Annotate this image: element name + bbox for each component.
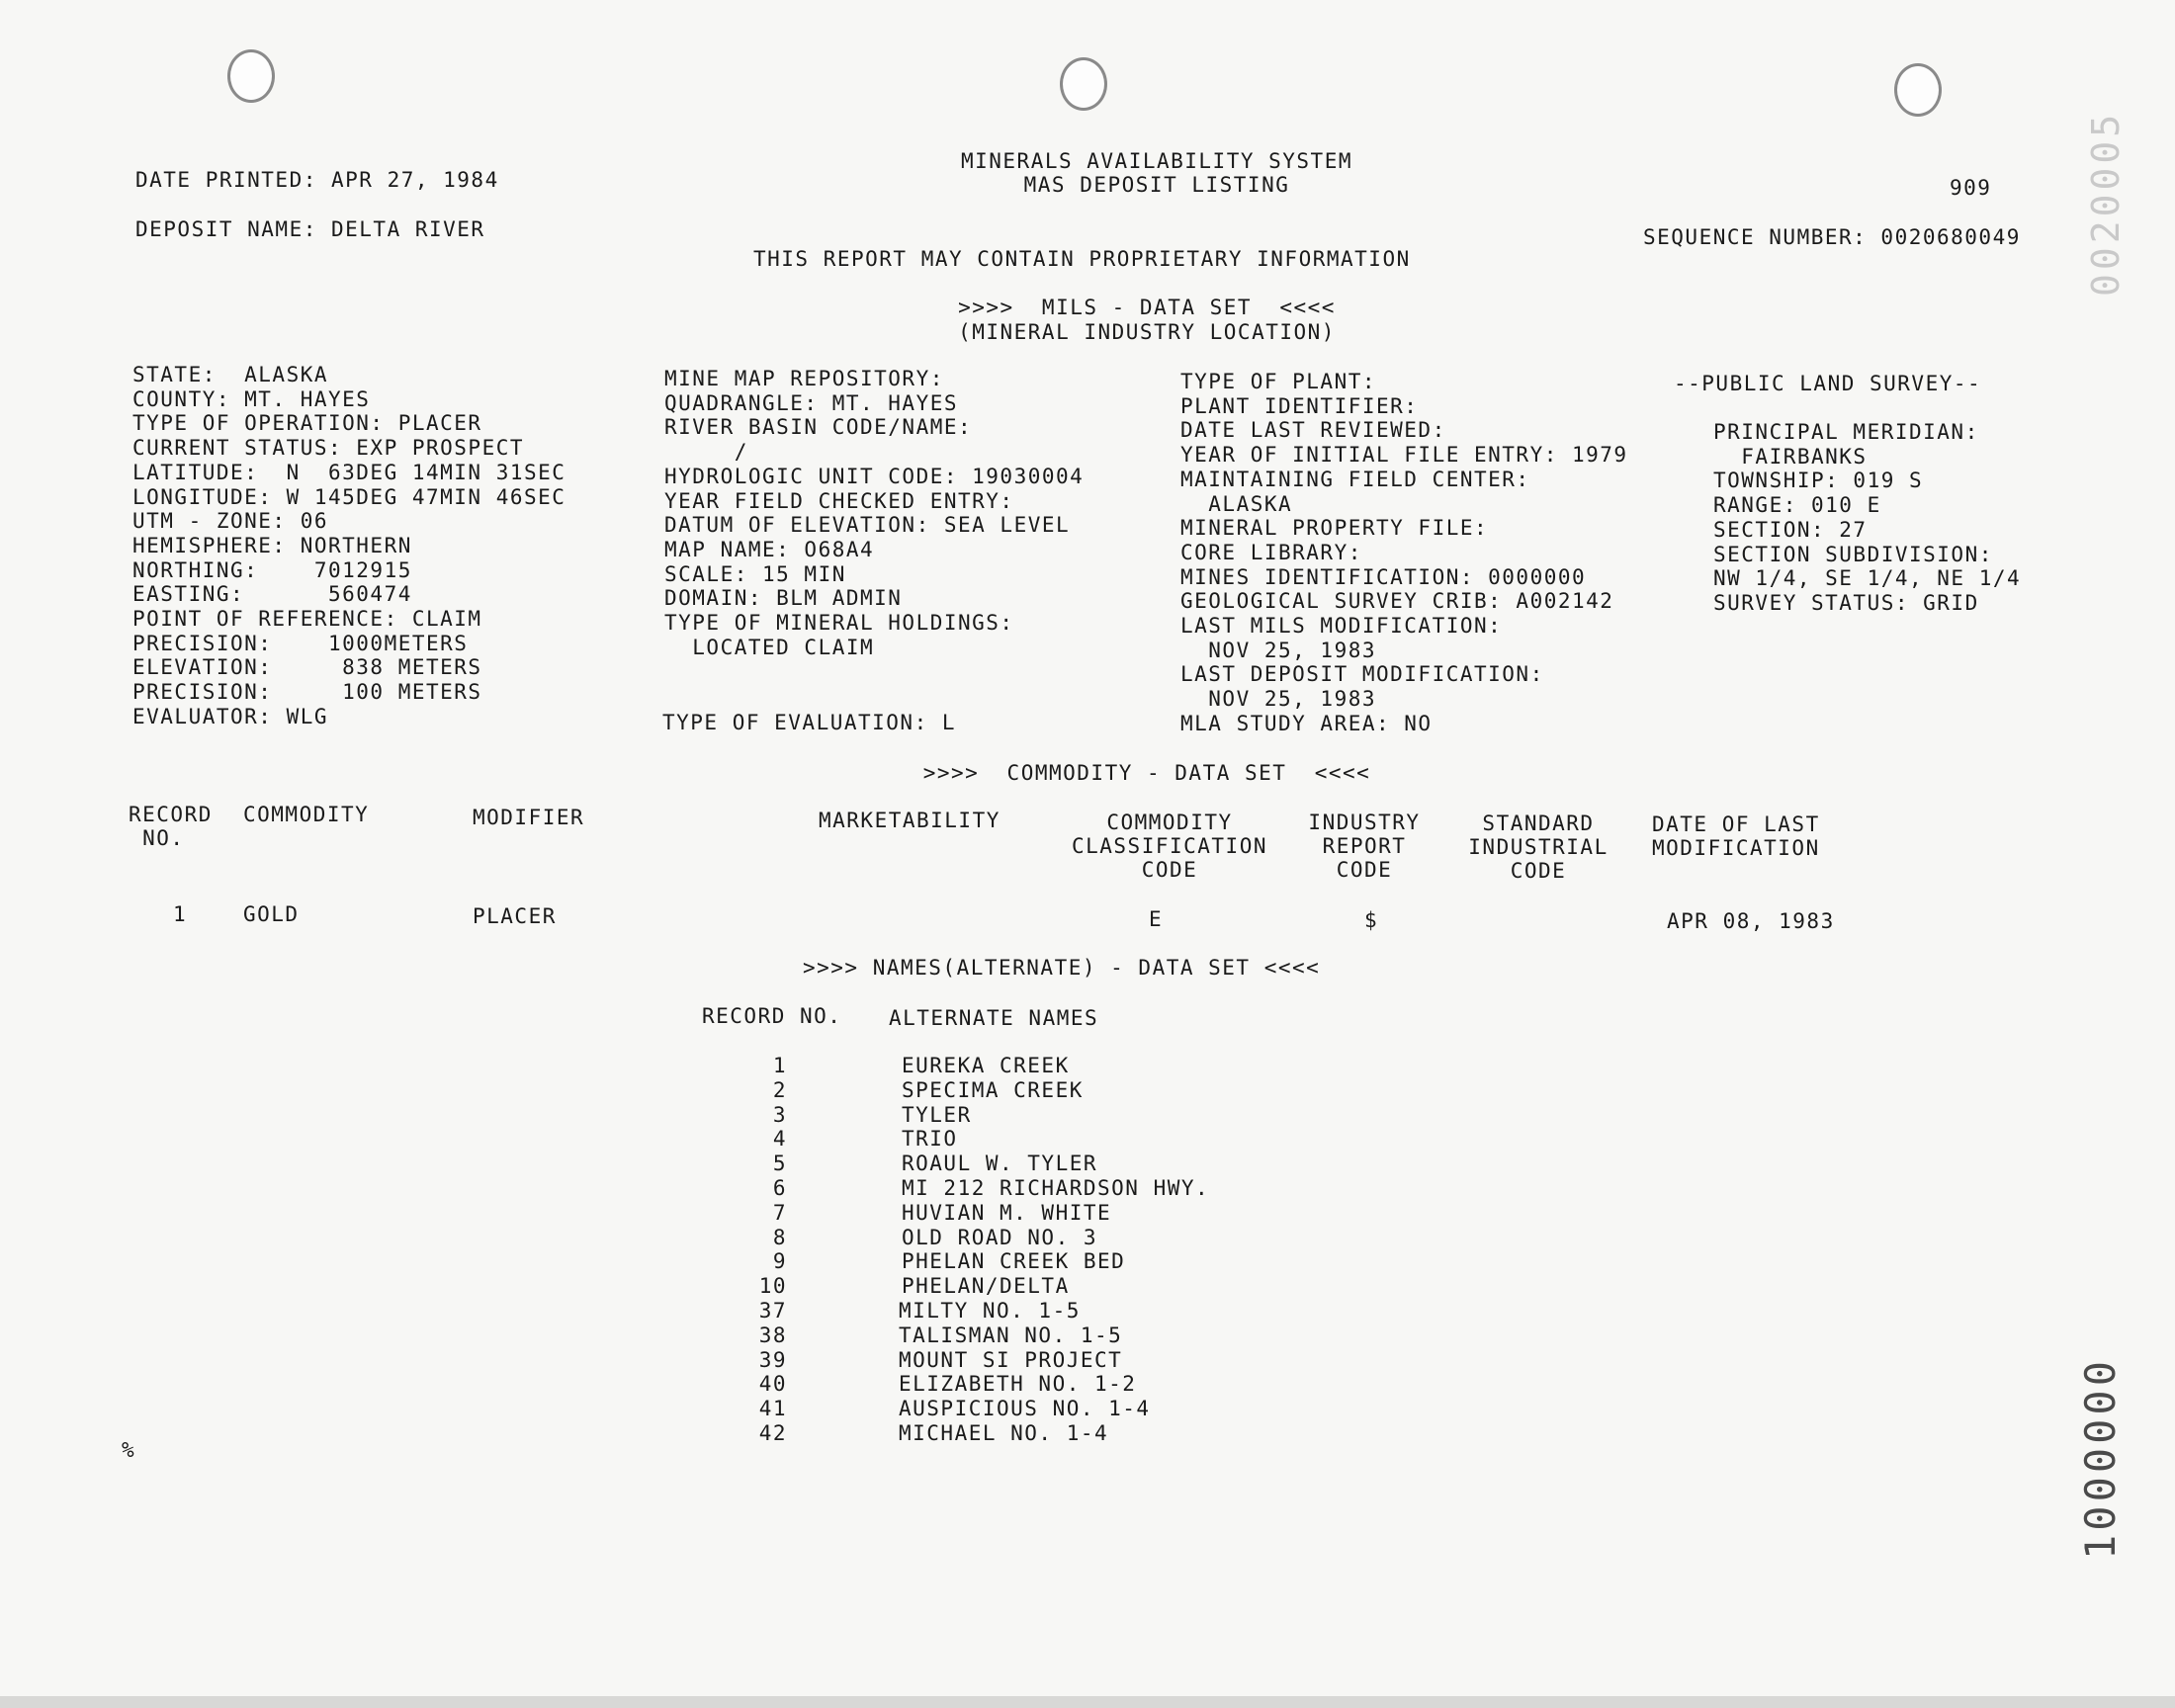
- mils-map-line: DATUM OF ELEVATION: SEA LEVEL: [664, 513, 1071, 538]
- mils-location-line: POINT OF REFERENCE: CLAIM: [132, 607, 482, 631]
- alternate-name-record-no: 41: [758, 1397, 787, 1421]
- alternate-name-record-no: 3: [772, 1102, 787, 1127]
- alternate-name: EUREKA CREEK: [902, 1054, 1070, 1077]
- mils-map-line: MINE MAP REPOSITORY:: [664, 367, 944, 390]
- side-stamp-top: 0020005: [2084, 110, 2128, 297]
- mils-location-line: STATE: ALASKA: [132, 363, 329, 386]
- mils-location-line: NORTHING: 7012915: [132, 557, 412, 582]
- col-header-date-of-last-modification: DATE OF LAST MODIFICATION: [1652, 812, 1820, 860]
- public-land-survey-line: FAIRBANKS: [1713, 444, 1868, 469]
- public-land-survey-line: RANGE: 010 E: [1713, 493, 1881, 518]
- mils-location-line: COUNTY: MT. HAYES: [132, 386, 371, 411]
- industry-report-code: $: [1364, 908, 1379, 932]
- mils-location-line: PRECISION: 100 METERS: [132, 680, 482, 705]
- col-header-industry-report-code: INDUSTRY REPORT CODE: [1308, 811, 1421, 882]
- alternate-name: HUVIAN M. WHITE: [902, 1200, 1112, 1225]
- alternate-name: MILTY NO. 1-5: [899, 1299, 1081, 1323]
- mils-location-line: EVALUATOR: WLG: [132, 704, 329, 728]
- alternate-name: TALISMAN NO. 1-5: [899, 1323, 1123, 1347]
- alternate-name: OLD ROAD NO. 3: [902, 1225, 1098, 1249]
- mils-plant-line: GEOLOGICAL SURVEY CRIB: A002142: [1180, 589, 1614, 614]
- mils-map-line: HYDROLOGIC UNIT CODE: 19030004: [664, 464, 1085, 488]
- sequence-number: SEQUENCE NUMBER: 0020680049: [1643, 225, 2021, 249]
- mils-map-line: TYPE OF MINERAL HOLDINGS:: [664, 611, 1014, 635]
- mils-plant-line: CORE LIBRARY:: [1180, 540, 1362, 564]
- mils-location-line: LONGITUDE: W 145DEG 47MIN 46SEC: [132, 484, 566, 509]
- mils-plant-line: MINES IDENTIFICATION: 0000000: [1180, 564, 1587, 589]
- public-land-survey-line: TOWNSHIP: 019 S: [1713, 469, 1924, 493]
- mils-heading: >>>> MILS - DATA SET <<<<: [958, 296, 1336, 319]
- mils-location-line: LATITUDE: N 63DEG 14MIN 31SEC: [132, 460, 566, 484]
- public-land-survey-line: SURVEY STATUS: GRID: [1713, 590, 1979, 615]
- alternate-name-record-no: 38: [758, 1323, 787, 1347]
- mils-plant-line: TYPE OF PLANT:: [1180, 370, 1377, 393]
- alternate-name: TYLER: [902, 1102, 972, 1127]
- public-land-survey-line: SECTION: 27: [1713, 517, 1868, 542]
- side-stamp-bottom: 1000000: [2076, 1356, 2125, 1560]
- public-land-survey-heading: --PUBLIC LAND SURVEY--: [1674, 372, 1982, 395]
- punch-hole-center: [1060, 57, 1107, 111]
- alternate-name: TRIO: [902, 1127, 958, 1152]
- commodity-heading: >>>> COMMODITY - DATA SET <<<<: [922, 761, 1371, 785]
- mils-map-line: QUADRANGLE: MT. HAYES: [664, 390, 959, 415]
- mils-location-line: TYPE OF OPERATION: PLACER: [132, 411, 482, 436]
- system-title: MINERALS AVAILABILITY SYSTEM: [960, 149, 1352, 173]
- mils-location-line: ELEVATION: 838 METERS: [132, 655, 482, 680]
- alternate-name-record-no: 6: [772, 1176, 787, 1200]
- alternate-name-record-no: 10: [758, 1274, 787, 1299]
- type-of-evaluation: TYPE OF EVALUATION: L: [662, 711, 957, 734]
- mils-location-line: UTM - ZONE: 06: [132, 509, 329, 534]
- commodity-name: GOLD: [243, 902, 300, 926]
- names-col-alternate-names: ALTERNATE NAMES: [889, 1006, 1099, 1030]
- punch-hole-right: [1894, 63, 1942, 117]
- alternate-name-record-no: 37: [758, 1299, 787, 1323]
- mils-map-line: MAP NAME: O68A4: [664, 537, 875, 561]
- public-land-survey-line: NW 1/4, SE 1/4, NE 1/4: [1713, 566, 2022, 591]
- alternate-name: MICHAEL NO. 1-4: [899, 1421, 1109, 1445]
- mils-plant-line: ALASKA: [1180, 491, 1293, 516]
- alternate-name-record-no: 39: [758, 1347, 787, 1372]
- commodity-date-last-modification: APR 08, 1983: [1667, 909, 1835, 933]
- alternate-name: PHELAN/DELTA: [902, 1274, 1070, 1299]
- mils-location-line: CURRENT STATUS: EXP PROSPECT: [132, 436, 525, 461]
- mils-plant-line: MLA STUDY AREA: NO: [1180, 711, 1433, 735]
- commodity-modifier: PLACER: [473, 904, 557, 928]
- mils-plant-line: MINERAL PROPERTY FILE:: [1180, 516, 1489, 541]
- alternate-name-record-no: 8: [772, 1225, 787, 1249]
- mils-plant-line: NOV 25, 1983: [1180, 687, 1377, 712]
- mils-map-line: RIVER BASIN CODE/NAME:: [664, 415, 973, 440]
- punch-hole-left: [227, 49, 275, 103]
- mils-plant-line: YEAR OF INITIAL FILE ENTRY: 1979: [1180, 443, 1628, 468]
- alternate-name: MI 212 RICHARDSON HWY.: [902, 1176, 1210, 1200]
- col-header-standard-industrial-code: STANDARD INDUSTRIAL CODE: [1468, 811, 1609, 883]
- date-printed: DATE PRINTED: APR 27, 1984: [135, 168, 499, 192]
- alternate-name-record-no: 40: [758, 1372, 787, 1397]
- mils-plant-line: PLANT IDENTIFIER:: [1180, 393, 1419, 418]
- names-heading: >>>> NAMES(ALTERNATE) - DATA SET <<<<: [803, 956, 1321, 980]
- alternate-name-record-no: 9: [772, 1249, 787, 1274]
- col-header-marketability: MARKETABILITY: [819, 809, 1000, 832]
- listing-title: MAS DEPOSIT LISTING: [1023, 173, 1290, 197]
- mils-map-line: LOCATED CLAIM: [664, 635, 875, 659]
- alternate-name-record-no: 7: [772, 1200, 787, 1225]
- mils-location-line: HEMISPHERE: NORTHERN: [132, 533, 412, 557]
- alternate-name-record-no: 1: [772, 1054, 787, 1077]
- mils-plant-line: MAINTAINING FIELD CENTER:: [1180, 467, 1530, 491]
- alternate-name: MOUNT SI PROJECT: [899, 1347, 1123, 1372]
- public-land-survey-line: PRINCIPAL MERIDIAN:: [1713, 420, 1979, 444]
- alternate-name: ROAUL W. TYLER: [902, 1152, 1098, 1176]
- col-header-commodity-classification-code: COMMODITY CLASSIFICATION CODE: [1071, 811, 1267, 882]
- col-header-modifier: MODIFIER: [473, 806, 585, 829]
- names-col-record-no: RECORD NO.: [702, 1004, 842, 1028]
- alternate-name: PHELAN CREEK BED: [902, 1249, 1126, 1274]
- mils-location-line: EASTING: 560474: [132, 582, 412, 607]
- mils-subheading: (MINERAL INDUSTRY LOCATION): [958, 320, 1336, 344]
- mils-map-line: YEAR FIELD CHECKED ENTRY:: [664, 488, 1014, 513]
- alternate-name: AUSPICIOUS NO. 1-4: [899, 1397, 1151, 1421]
- mils-plant-line: LAST DEPOSIT MODIFICATION:: [1180, 662, 1544, 687]
- mils-location-line: PRECISION: 1000METERS: [132, 631, 469, 655]
- alternate-name-record-no: 2: [772, 1077, 787, 1102]
- mils-map-line: SCALE: 15 MIN: [664, 561, 846, 586]
- percent-mark: %: [122, 1438, 136, 1462]
- alternate-name-record-no: 5: [772, 1152, 787, 1176]
- mils-plant-line: DATE LAST REVIEWED:: [1180, 418, 1446, 443]
- proprietary-note: THIS REPORT MAY CONTAIN PROPRIETARY INFORMATION: [753, 247, 1411, 271]
- commodity-classification-code: E: [1149, 907, 1164, 931]
- col-header-commodity: COMMODITY: [243, 803, 370, 826]
- deposit-name: DEPOSIT NAME: DELTA RIVER: [135, 217, 485, 241]
- alternate-name: SPECIMA CREEK: [902, 1077, 1084, 1102]
- col-header-record: RECORD NO.: [129, 803, 213, 850]
- mils-map-line: DOMAIN: BLM ADMIN: [664, 586, 903, 611]
- alternate-name-record-no: 4: [772, 1127, 787, 1152]
- page-edge: [0, 1696, 2175, 1708]
- alternate-name-record-no: 42: [758, 1421, 787, 1445]
- mils-plant-line: LAST MILS MODIFICATION:: [1180, 614, 1503, 638]
- mils-map-line: /: [664, 440, 748, 465]
- page-number: 909: [1950, 176, 1992, 200]
- alternate-name: ELIZABETH NO. 1-2: [899, 1372, 1137, 1397]
- public-land-survey-line: SECTION SUBDIVISION:: [1713, 542, 1993, 566]
- commodity-record-no: 1: [173, 902, 188, 926]
- mils-plant-line: NOV 25, 1983: [1180, 638, 1377, 662]
